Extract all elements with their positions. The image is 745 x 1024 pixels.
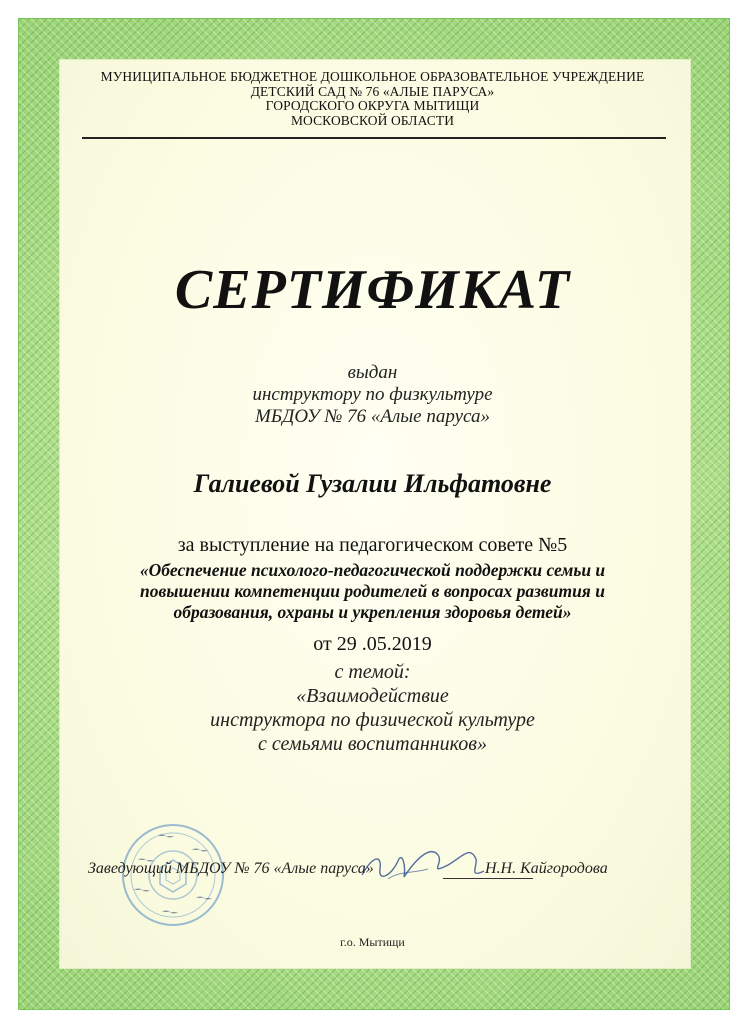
recipient-name: Галиевой Гузалии Ильфатовне: [193, 469, 552, 498]
theme-line-2: «Взаимодействие: [296, 685, 449, 707]
issued-line-2: инструктору по физкультуре: [252, 384, 493, 405]
signature-underline: [443, 878, 533, 879]
issued-line-3: МБДОУ № 76 «Алые паруса»: [255, 406, 490, 427]
issued-to-block: [0, 362, 745, 428]
presentation-theme: [0, 660, 745, 756]
director-title: Заведующий МБДОУ № 76 «Алые паруса»: [88, 860, 374, 877]
header-line-1: МУНИЦИПАЛЬНОЕ БЮДЖЕТНОЕ ДОШКОЛЬНОЕ ОБРАЗОВАТЕЛЬНОЕ УЧРЕЖДЕНИЕ: [100, 69, 645, 84]
council-topic-line-1: «Обеспечение психолого-педагогической поддержки семьи и: [139, 560, 606, 580]
council-topic-line-2: повышении компетенции родителей в вопросах развития и: [140, 581, 605, 601]
institution-header: [80, 70, 665, 128]
award-reason: за выступление на педагогическом совете №5: [177, 534, 568, 556]
council-date: от 29 .05.2019: [313, 633, 432, 655]
city-label: г.о. Мытищи: [340, 935, 405, 949]
council-topic-line-3: образования, охраны и укрепления здоровья детей»: [173, 602, 572, 622]
issued-line-1: выдан: [347, 362, 398, 383]
theme-line-3: инструктора по физической культуре: [210, 709, 535, 731]
header-line-3: ГОРОДСКОГО ОКРУГА МЫТИЩИ: [265, 98, 480, 113]
theme-line-4: с семьями воспитанников»: [258, 733, 487, 755]
header-line-2: ДЕТСКИЙ САД № 76 «АЛЫЕ ПАРУСА»: [250, 83, 495, 99]
director-name: Н.Н. Кайгородова: [485, 860, 608, 877]
signature-icon: [358, 835, 488, 895]
header-divider: [82, 137, 666, 139]
certificate-title: СЕРТИФИКАТ: [174, 259, 571, 321]
theme-line-1: с темой:: [334, 661, 411, 683]
council-topic: [70, 560, 675, 623]
header-line-4: МОСКОВСКОЙ ОБЛАСТИ: [290, 112, 455, 128]
